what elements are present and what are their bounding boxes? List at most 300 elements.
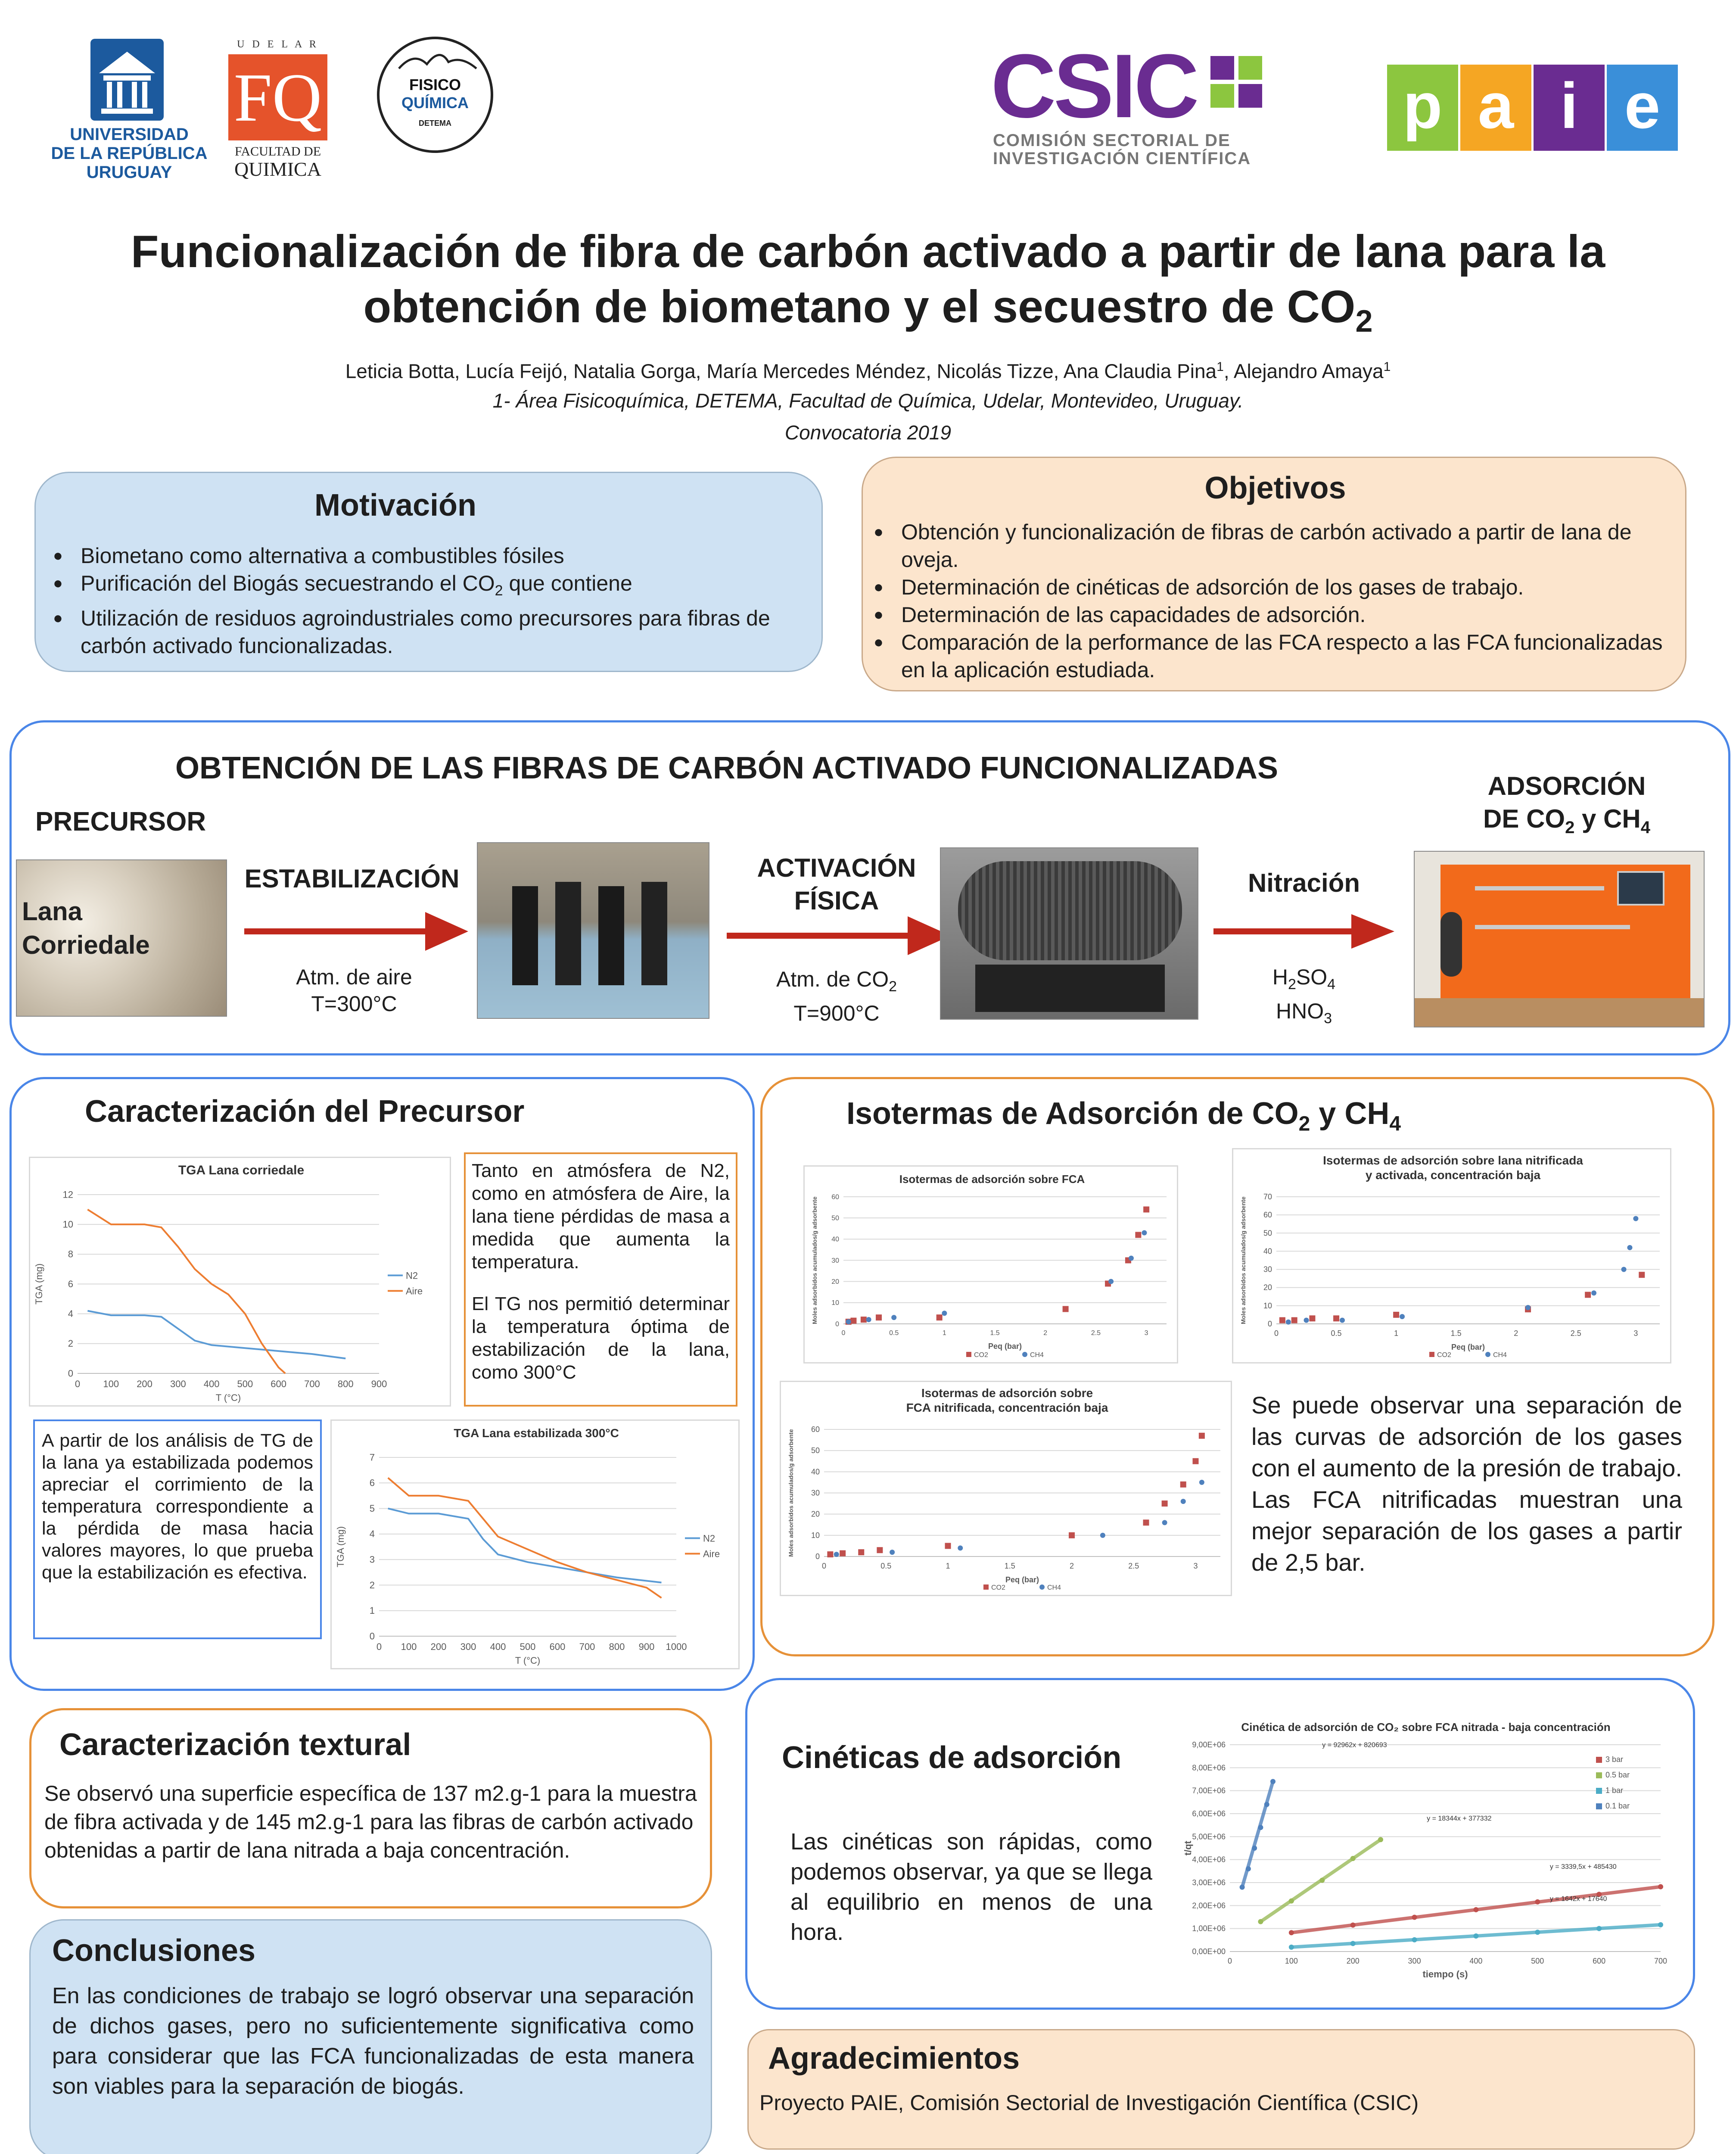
x-axis-label: tiempo (s) — [1422, 1969, 1468, 1980]
legend-swatch — [1596, 1803, 1602, 1809]
data-point — [1135, 1232, 1141, 1238]
data-point — [1181, 1499, 1186, 1504]
data-point — [866, 1317, 871, 1322]
objetivo-item: ● Obtención y funcionalización de fibras de carbón activado a partir de lana de oveja. — [874, 518, 1679, 573]
affiliation: 1- Área Fisicoquímica, DETEMA, Facultad de Química, Udelar, Montevideo, Uruguay. — [492, 389, 1244, 412]
data-point — [1199, 1480, 1204, 1485]
tga-stabilized-chart — [332, 1421, 741, 1671]
fq-mark: FQ — [233, 59, 322, 136]
textural-text: Se observó una superficie específica de 137 m2.g-1 para la muestra de fibra activada y de 145 m2.g-1 para las fibras de carbón activado obtenidas a partir de lana nitrada a baja concentración. — [44, 1781, 697, 1862]
isotherm-fca-nitr-svg — [781, 1382, 1233, 1597]
motivacion-bullet-3: ● Utilización de residuos agroindustriales como precursores para fibras de carbón activado funcionalizadas. — [53, 604, 811, 660]
y-tick-label: 50 — [811, 1446, 820, 1455]
isotermas-title: Isotermas de Adsorción de $CO_2$ y $CH_4$ — [846, 1096, 1401, 1136]
textural-box — [29, 1708, 712, 1908]
isotermas-text: Se puede observar una separación de las curvas de adsorción de los gases con el aumento de la presión de trabajo. Las FCA nitrificadas muestran una mejor separación de los gases a partir de 2,5 bar. — [1251, 1391, 1682, 1576]
precursor-textbox-2 — [33, 1419, 322, 1639]
y-tick-label: 0 — [369, 1631, 375, 1642]
x-tick-label: 1.5 — [990, 1329, 1000, 1337]
udelar-line-3: URUGUAY — [86, 163, 172, 182]
agradecimientos-title: Agradecimientos — [768, 2041, 1020, 2076]
adsorption-equipment-photo — [1414, 851, 1705, 1027]
objetivo-item: ● Comparación de la performance de las FCA respecto a las FCA funcionalizadas en la aplicación estudiada. — [874, 629, 1679, 684]
trend-line — [1291, 1925, 1661, 1947]
y-tick-label: 60 — [831, 1193, 839, 1201]
y-tick-label: 4,00E+06 — [1192, 1855, 1226, 1864]
x-tick-label: 3 — [1144, 1329, 1148, 1337]
trendline-equation: y = 92962x + 820693 — [1322, 1741, 1387, 1749]
x-tick-label: 0 — [1227, 1957, 1232, 1965]
y-tick-label: 0 — [68, 1368, 73, 1379]
y-tick-label: 70 — [1263, 1192, 1272, 1201]
conclusiones-title: Conclusiones — [52, 1933, 256, 1968]
legend-label: CO2 — [974, 1351, 988, 1359]
chart-title: y activada, concentración baja — [1365, 1168, 1541, 1182]
x-tick-label: 600 — [271, 1379, 287, 1389]
objetivos-title: Objetivos — [1204, 471, 1346, 505]
data-point — [945, 1543, 951, 1549]
data-point — [1291, 1317, 1297, 1323]
textural-title: Caracterización textural — [59, 1728, 411, 1762]
fq-bottom-1: FACULTAD DE — [234, 144, 321, 159]
isotermas-box — [760, 1077, 1714, 1656]
data-point — [891, 1315, 896, 1320]
x-tick-label: 400 — [1469, 1957, 1483, 1965]
trend-line — [1242, 1781, 1273, 1887]
data-point — [850, 1318, 856, 1324]
x-tick-label: 100 — [103, 1379, 119, 1389]
x-tick-label: 0 — [841, 1329, 846, 1337]
y-tick-label: 5 — [369, 1503, 375, 1514]
data-point — [1400, 1314, 1405, 1319]
data-point — [1180, 1482, 1186, 1488]
y-axis-label: Moles adsorbidos acumulados/g adsorbente — [811, 1196, 818, 1324]
stabilized-fiber-photo — [477, 842, 709, 1019]
data-point — [1639, 1272, 1645, 1278]
y-tick-label: 20 — [1263, 1283, 1272, 1292]
y-tick-label: 2,00E+06 — [1192, 1901, 1226, 1910]
legend-label: CH4 — [1047, 1584, 1061, 1591]
data-point — [1063, 1306, 1069, 1312]
x-tick-label: 100 — [401, 1641, 417, 1652]
precursor-title: Caracterización del Precursor — [85, 1094, 525, 1129]
y-tick-label: 60 — [1263, 1211, 1272, 1220]
nitr-cond-1: $H_2SO_4$ — [1272, 965, 1336, 993]
chart-title: FCA nitrificada, concentración baja — [906, 1401, 1108, 1414]
y-tick-label: 2 — [369, 1579, 375, 1591]
data-point — [1286, 1320, 1291, 1325]
legend-swatch — [1022, 1352, 1027, 1357]
x-tick-label: 100 — [1285, 1957, 1298, 1965]
data-point — [1279, 1317, 1285, 1323]
data-point — [1304, 1318, 1309, 1323]
nitr-cond-2: $HNO_3$ — [1276, 999, 1332, 1027]
data-point — [1069, 1532, 1075, 1538]
data-point — [858, 1549, 864, 1555]
x-tick-label: 0 — [376, 1641, 382, 1652]
x-tick-label: 800 — [609, 1641, 625, 1652]
data-point — [1591, 1290, 1596, 1295]
data-point — [1621, 1267, 1627, 1272]
data-point — [1627, 1245, 1632, 1250]
x-tick-label: 1 — [946, 1562, 950, 1570]
trend-line — [1260, 1840, 1381, 1921]
x-tick-label: 200 — [1346, 1957, 1360, 1965]
legend-label: N2 — [703, 1533, 716, 1544]
x-tick-label: 500 — [237, 1379, 253, 1389]
x-tick-label: 600 — [1593, 1957, 1606, 1965]
objetivos-box — [862, 457, 1686, 691]
chart-title: TGA Lana estabilizada 300°C — [454, 1426, 619, 1440]
tga-chart-1 — [29, 1157, 451, 1407]
series-line-aire — [388, 1478, 662, 1598]
x-tick-label: 800 — [337, 1379, 354, 1389]
data-point — [958, 1545, 963, 1550]
legend-label: 0.1 bar — [1605, 1802, 1630, 1810]
x-tick-label: 3 — [1633, 1329, 1638, 1338]
kinetics-chart — [1174, 1715, 1678, 1982]
stage-activacion: ACTIVACIÓN FÍSICA — [757, 853, 916, 915]
fisicoquimica-logo — [377, 37, 493, 153]
x-tick-label: 700 — [1654, 1957, 1668, 1965]
y-tick-label: 4 — [369, 1528, 375, 1540]
adsorcion-label: ADSORCIÓN DE $CO_2$ y $CH_4$ — [1483, 772, 1650, 837]
trendline-equation: y = 1642x + 17640 — [1549, 1895, 1607, 1903]
y-tick-label: 50 — [831, 1214, 839, 1222]
y-axis-label: Moles adsorbidos acumulados/g adsorbente — [1240, 1196, 1247, 1324]
arrow-icon — [727, 916, 951, 955]
precursor-box — [9, 1077, 755, 1691]
legend-swatch — [1039, 1584, 1045, 1590]
x-axis-label: T (°C) — [515, 1655, 541, 1666]
data-point — [827, 1551, 833, 1557]
data-point — [1199, 1433, 1205, 1439]
y-tick-label: 20 — [811, 1510, 820, 1519]
authors — [26, 353, 1710, 385]
title-subscript: 2 — [1355, 304, 1373, 339]
y-tick-label: 0 — [815, 1552, 820, 1561]
x-tick-label: 900 — [638, 1641, 655, 1652]
data-point — [890, 1550, 895, 1555]
y-tick-label: 10 — [1263, 1301, 1272, 1310]
isotherm-chart-lana — [1232, 1148, 1671, 1363]
x-tick-label: 2 — [1069, 1562, 1074, 1570]
legend-label: CO2 — [1437, 1351, 1451, 1359]
legend-label: CO2 — [991, 1584, 1005, 1591]
precursor-text-1: Tanto en atmósfera de N2, como en atmósfera de Aire, la lana tiene pérdidas de masa a medida que aumenta la temperatura. — [472, 1160, 730, 1273]
legend-label: CH4 — [1030, 1351, 1044, 1359]
motivacion-title: Motivación — [314, 488, 477, 523]
chart-title: Isotermas de adsorción sobre lana nitrificada — [1323, 1154, 1583, 1167]
legend-label: Aire — [406, 1286, 423, 1297]
data-point — [1129, 1256, 1134, 1261]
precursor-label: PRECURSOR — [35, 807, 206, 837]
x-tick-label: 500 — [1531, 1957, 1544, 1965]
isotherm-chart-fca-nitrificada — [780, 1381, 1232, 1596]
data-point — [1143, 1207, 1149, 1213]
authors-text-b: , Alejandro Amaya — [1223, 360, 1384, 383]
kinetics-svg — [1174, 1715, 1678, 1982]
arrow-icon — [1213, 914, 1394, 949]
data-point — [840, 1550, 846, 1556]
x-tick-label: 300 — [1408, 1957, 1421, 1965]
y-tick-label: 30 — [1263, 1265, 1272, 1274]
x-tick-label: 1.5 — [1004, 1562, 1015, 1570]
y-tick-label: 40 — [831, 1236, 839, 1243]
legend-label: N2 — [406, 1270, 418, 1281]
legend-label: Aire — [703, 1548, 720, 1559]
tga-chart-2 — [330, 1419, 740, 1669]
data-point — [1525, 1305, 1531, 1310]
y-tick-label: 7 — [369, 1452, 375, 1463]
y-tick-label: 8 — [68, 1248, 73, 1260]
y-axis-label: TGA (mg) — [34, 1263, 44, 1305]
x-axis-label: Peq (bar) — [1451, 1343, 1485, 1351]
paie-logo — [1387, 65, 1680, 151]
y-tick-label: 10 — [62, 1219, 73, 1230]
y-tick-label: 30 — [811, 1488, 820, 1497]
series-line-n2 — [388, 1509, 662, 1583]
data-point — [861, 1317, 867, 1323]
title-line-1: Funcionalización de fibra de carbón activado a partir de lana para la — [131, 226, 1605, 277]
y-tick-label: 1,00E+06 — [1192, 1924, 1226, 1933]
y-tick-label: 10 — [811, 1531, 820, 1540]
objetivo-item: ● Determinación de las capacidades de adsorción. — [874, 601, 1679, 629]
y-axis-label: t/qt — [1182, 1840, 1193, 1856]
authors-text-a: Leticia Botta, Lucía Feijó, Natalia Gorga, María Mercedes Méndez, Nicolás Tizze, Ana Claudia Pina — [345, 360, 1217, 383]
data-point — [1333, 1315, 1339, 1321]
y-tick-label: 0 — [835, 1320, 839, 1328]
x-tick-label: 1.5 — [1450, 1329, 1462, 1338]
trendline-equation: y = 18344x + 377332 — [1427, 1815, 1492, 1822]
x-tick-label: 200 — [430, 1641, 447, 1652]
data-point — [1193, 1458, 1199, 1464]
trendline-equation: y = 3339,5x + 485430 — [1549, 1863, 1617, 1871]
data-point — [877, 1547, 883, 1553]
objetivos-list — [874, 518, 1679, 684]
author-sup-2: 1 — [1383, 360, 1391, 374]
x-tick-label: 2.5 — [1570, 1329, 1581, 1338]
x-tick-label: 2 — [1514, 1329, 1518, 1338]
legend-swatch — [1596, 1772, 1602, 1778]
x-tick-label: 2.5 — [1128, 1562, 1139, 1570]
csic-wordmark: CSIC — [991, 35, 1197, 137]
legend-swatch — [1596, 1757, 1602, 1763]
y-tick-label: 6 — [369, 1477, 375, 1488]
wool-label: Lana Corriedale — [22, 897, 150, 959]
x-tick-label: 0 — [1274, 1329, 1279, 1338]
x-tick-label: 400 — [490, 1641, 506, 1652]
data-point — [834, 1552, 839, 1557]
building-icon — [90, 39, 164, 121]
data-point — [1162, 1500, 1168, 1507]
activ-cond-1: Atm. de $CO_2$ — [776, 967, 897, 995]
legend-swatch — [983, 1584, 989, 1590]
cineticas-box — [745, 1678, 1695, 2010]
stage-nitracion: Nitración — [1248, 868, 1360, 897]
cineticas-text: Las cinéticas son rápidas, como podemos observar, ya que se llega al equilibrio en menos de una hora. — [790, 1829, 1152, 1945]
call-year: Convocatoria 2019 — [784, 421, 952, 444]
conclusiones-box — [29, 1919, 712, 2154]
activ-cond-2: T=900°C — [793, 1001, 880, 1025]
y-tick-label: 2 — [68, 1338, 73, 1349]
process-box — [9, 720, 1730, 1055]
data-point — [942, 1310, 947, 1316]
trend-line — [1291, 1887, 1661, 1933]
cineticas-title: Cinéticas de adsorción — [782, 1740, 1122, 1775]
y-tick-label: 6 — [68, 1278, 73, 1289]
title-line-2: obtención de biometano y el secuestro de CO — [363, 281, 1356, 332]
csic-logo — [991, 35, 1301, 172]
precursor-textbox-1 — [464, 1152, 737, 1407]
data-point — [1143, 1519, 1149, 1525]
y-tick-label: 6,00E+06 — [1192, 1809, 1226, 1818]
csic-sub-1: COMISIÓN SECTORIAL DE — [993, 131, 1231, 150]
x-tick-label: 0.5 — [880, 1562, 892, 1570]
x-tick-label: 0.5 — [889, 1329, 899, 1337]
series-line-n2 — [87, 1311, 345, 1359]
furnace-photo — [940, 847, 1198, 1020]
estab-cond-2: T=300°C — [311, 992, 397, 1016]
data-point — [1142, 1230, 1147, 1236]
chart-title: Cinética de adsorción de CO₂ sobre FCA nitrada - baja concentración — [1241, 1721, 1611, 1734]
y-tick-label: 1 — [369, 1605, 375, 1616]
estab-cond-1: Atm. de aire — [296, 965, 412, 989]
legend-label: CH4 — [1493, 1351, 1507, 1359]
isotherm-chart-fca — [803, 1165, 1178, 1363]
fisico-sub: DETEMA — [419, 119, 451, 128]
x-axis-label: T (°C) — [215, 1392, 241, 1403]
y-tick-label: 50 — [1263, 1229, 1272, 1238]
wool-photo — [16, 859, 227, 1017]
data-point — [1162, 1520, 1167, 1525]
paie-letter-a: a — [1478, 69, 1514, 142]
y-tick-label: 12 — [62, 1189, 73, 1200]
poster-title — [26, 224, 1710, 349]
tga-corriedale-chart — [30, 1158, 452, 1408]
x-tick-label: 1 — [942, 1329, 946, 1337]
y-tick-label: 40 — [811, 1467, 820, 1476]
legend-label: 0.5 bar — [1605, 1771, 1630, 1779]
x-tick-label: 0 — [821, 1562, 827, 1570]
x-tick-label: 300 — [170, 1379, 186, 1389]
chart-title: Isotermas de adsorción sobre FCA — [899, 1173, 1085, 1186]
paie-letter-p: p — [1403, 69, 1443, 142]
legend-label: 3 bar — [1605, 1755, 1624, 1764]
data-point — [1585, 1292, 1591, 1298]
udelar-line-1: UNIVERSIDAD — [70, 125, 189, 144]
y-tick-label: 9,00E+06 — [1192, 1740, 1226, 1749]
objetivo-item: ● Determinación de cinéticas de adsorción de los gases de trabajo. — [874, 573, 1679, 601]
chart-title: TGA Lana corriedale — [178, 1163, 305, 1177]
flame-icon — [397, 47, 479, 73]
y-tick-label: 20 — [831, 1278, 839, 1286]
y-tick-label: 7,00E+06 — [1192, 1786, 1226, 1795]
y-tick-label: 3 — [369, 1554, 375, 1565]
paie-letter-i: i — [1560, 69, 1578, 142]
data-point — [876, 1314, 882, 1320]
data-point — [846, 1319, 851, 1324]
x-tick-label: 700 — [304, 1379, 320, 1389]
x-axis-label: Peq (bar) — [1005, 1575, 1039, 1584]
data-point — [1633, 1216, 1638, 1221]
x-tick-label: 2 — [1043, 1329, 1048, 1337]
y-tick-label: 5,00E+06 — [1192, 1832, 1226, 1841]
x-tick-label: 0 — [75, 1379, 81, 1389]
agradecimientos-box — [747, 2029, 1695, 2150]
legend-label: 1 bar — [1605, 1786, 1624, 1795]
precursor-text-3: A partir de los análisis de TG de la lana ya estabilizada podemos apreciar el corrimiento de la temperatura correspondiente a la pérdida de masa hacia valores mayores, lo que prueba que la estabilización es efectiva. — [42, 1430, 313, 1583]
y-tick-label: 40 — [1263, 1247, 1272, 1256]
arrow-icon — [244, 912, 468, 951]
legend-swatch — [1596, 1788, 1602, 1794]
x-axis-label: Peq (bar) — [988, 1342, 1022, 1351]
legend-swatch — [1485, 1352, 1490, 1357]
x-tick-label: 400 — [203, 1379, 220, 1389]
process-title: OBTENCIÓN DE LAS FIBRAS DE CARBÓN ACTIVADO FUNCIONALIZADAS — [175, 751, 1278, 785]
x-tick-label: 600 — [549, 1641, 566, 1652]
y-tick-label: 0 — [1267, 1320, 1272, 1328]
y-axis-label: Moles adsorbidos acumulados/g adsorbente — [787, 1429, 794, 1557]
legend-swatch — [1429, 1352, 1434, 1357]
legend-swatch — [966, 1352, 971, 1357]
fq-logo — [224, 39, 332, 181]
x-tick-label: 1000 — [666, 1641, 687, 1652]
data-point — [1309, 1315, 1315, 1321]
y-tick-label: 0,00E+00 — [1192, 1947, 1226, 1956]
x-tick-label: 300 — [460, 1641, 476, 1652]
motivacion-bullet-1: ● Biometano como alternativa a combustibles fósiles — [53, 542, 811, 570]
y-tick-label: 4 — [68, 1308, 73, 1319]
y-tick-label: 60 — [811, 1425, 820, 1434]
y-tick-label: 30 — [831, 1257, 839, 1264]
fq-top-text: U D E L A R — [237, 39, 319, 50]
udelar-line-2: DE LA REPÚBLICA — [51, 144, 208, 163]
x-tick-label: 3 — [1193, 1562, 1198, 1570]
paie-letter-e: e — [1624, 69, 1661, 142]
x-tick-label: 200 — [137, 1379, 152, 1389]
fq-bottom-2: QUIMICA — [234, 158, 321, 180]
conclusiones-text: En las condiciones de trabajo se logró observar una separación de dichos gases, pero no suficientemente significativa como para considerar que las FCA funcionalizadas de esta manera son viables para la separación de biogás. — [52, 1983, 694, 2099]
motivacion-bullet-2: ● Purificación del Biogás secuestrando el $CO_2$ que contiene — [53, 570, 811, 604]
y-axis-label: TGA (mg) — [335, 1526, 346, 1568]
isotherm-lana-svg — [1233, 1149, 1673, 1365]
x-tick-label: 900 — [371, 1379, 387, 1389]
y-tick-label: 10 — [831, 1299, 839, 1307]
x-tick-label: 2.5 — [1091, 1329, 1101, 1337]
data-point — [1393, 1312, 1399, 1318]
x-tick-label: 700 — [579, 1641, 595, 1652]
isotherm-fca-svg — [805, 1167, 1179, 1365]
udelar-logo — [47, 39, 211, 190]
fisico-line-2: QUÍMICA — [401, 94, 469, 112]
y-tick-label: 3,00E+06 — [1192, 1878, 1226, 1887]
x-tick-label: 1 — [1394, 1329, 1399, 1338]
csic-sub-2: INVESTIGACIÓN CIENTÍFICA — [993, 149, 1251, 168]
fisico-line-1: FISICO — [409, 76, 461, 93]
stage-estabilizacion: ESTABILIZACIÓN — [244, 864, 460, 893]
author-sup-1: 1 — [1216, 360, 1224, 374]
x-tick-label: 500 — [520, 1641, 536, 1652]
data-point — [1100, 1533, 1105, 1538]
agradecimientos-text: Proyecto PAIE, Comisión Sectorial de Investigación Científica (CSIC) — [759, 2091, 1419, 2115]
data-point — [936, 1314, 943, 1320]
x-tick-label: 0.5 — [1331, 1329, 1342, 1338]
y-tick-label: 8,00E+06 — [1192, 1763, 1226, 1772]
chart-title: Isotermas de adsorción sobre — [921, 1386, 1093, 1400]
data-point — [1108, 1279, 1114, 1284]
precursor-text-2: El TG nos permitió determinar la temperatura óptima de estabilización de la lana, como 300°C — [472, 1293, 730, 1383]
